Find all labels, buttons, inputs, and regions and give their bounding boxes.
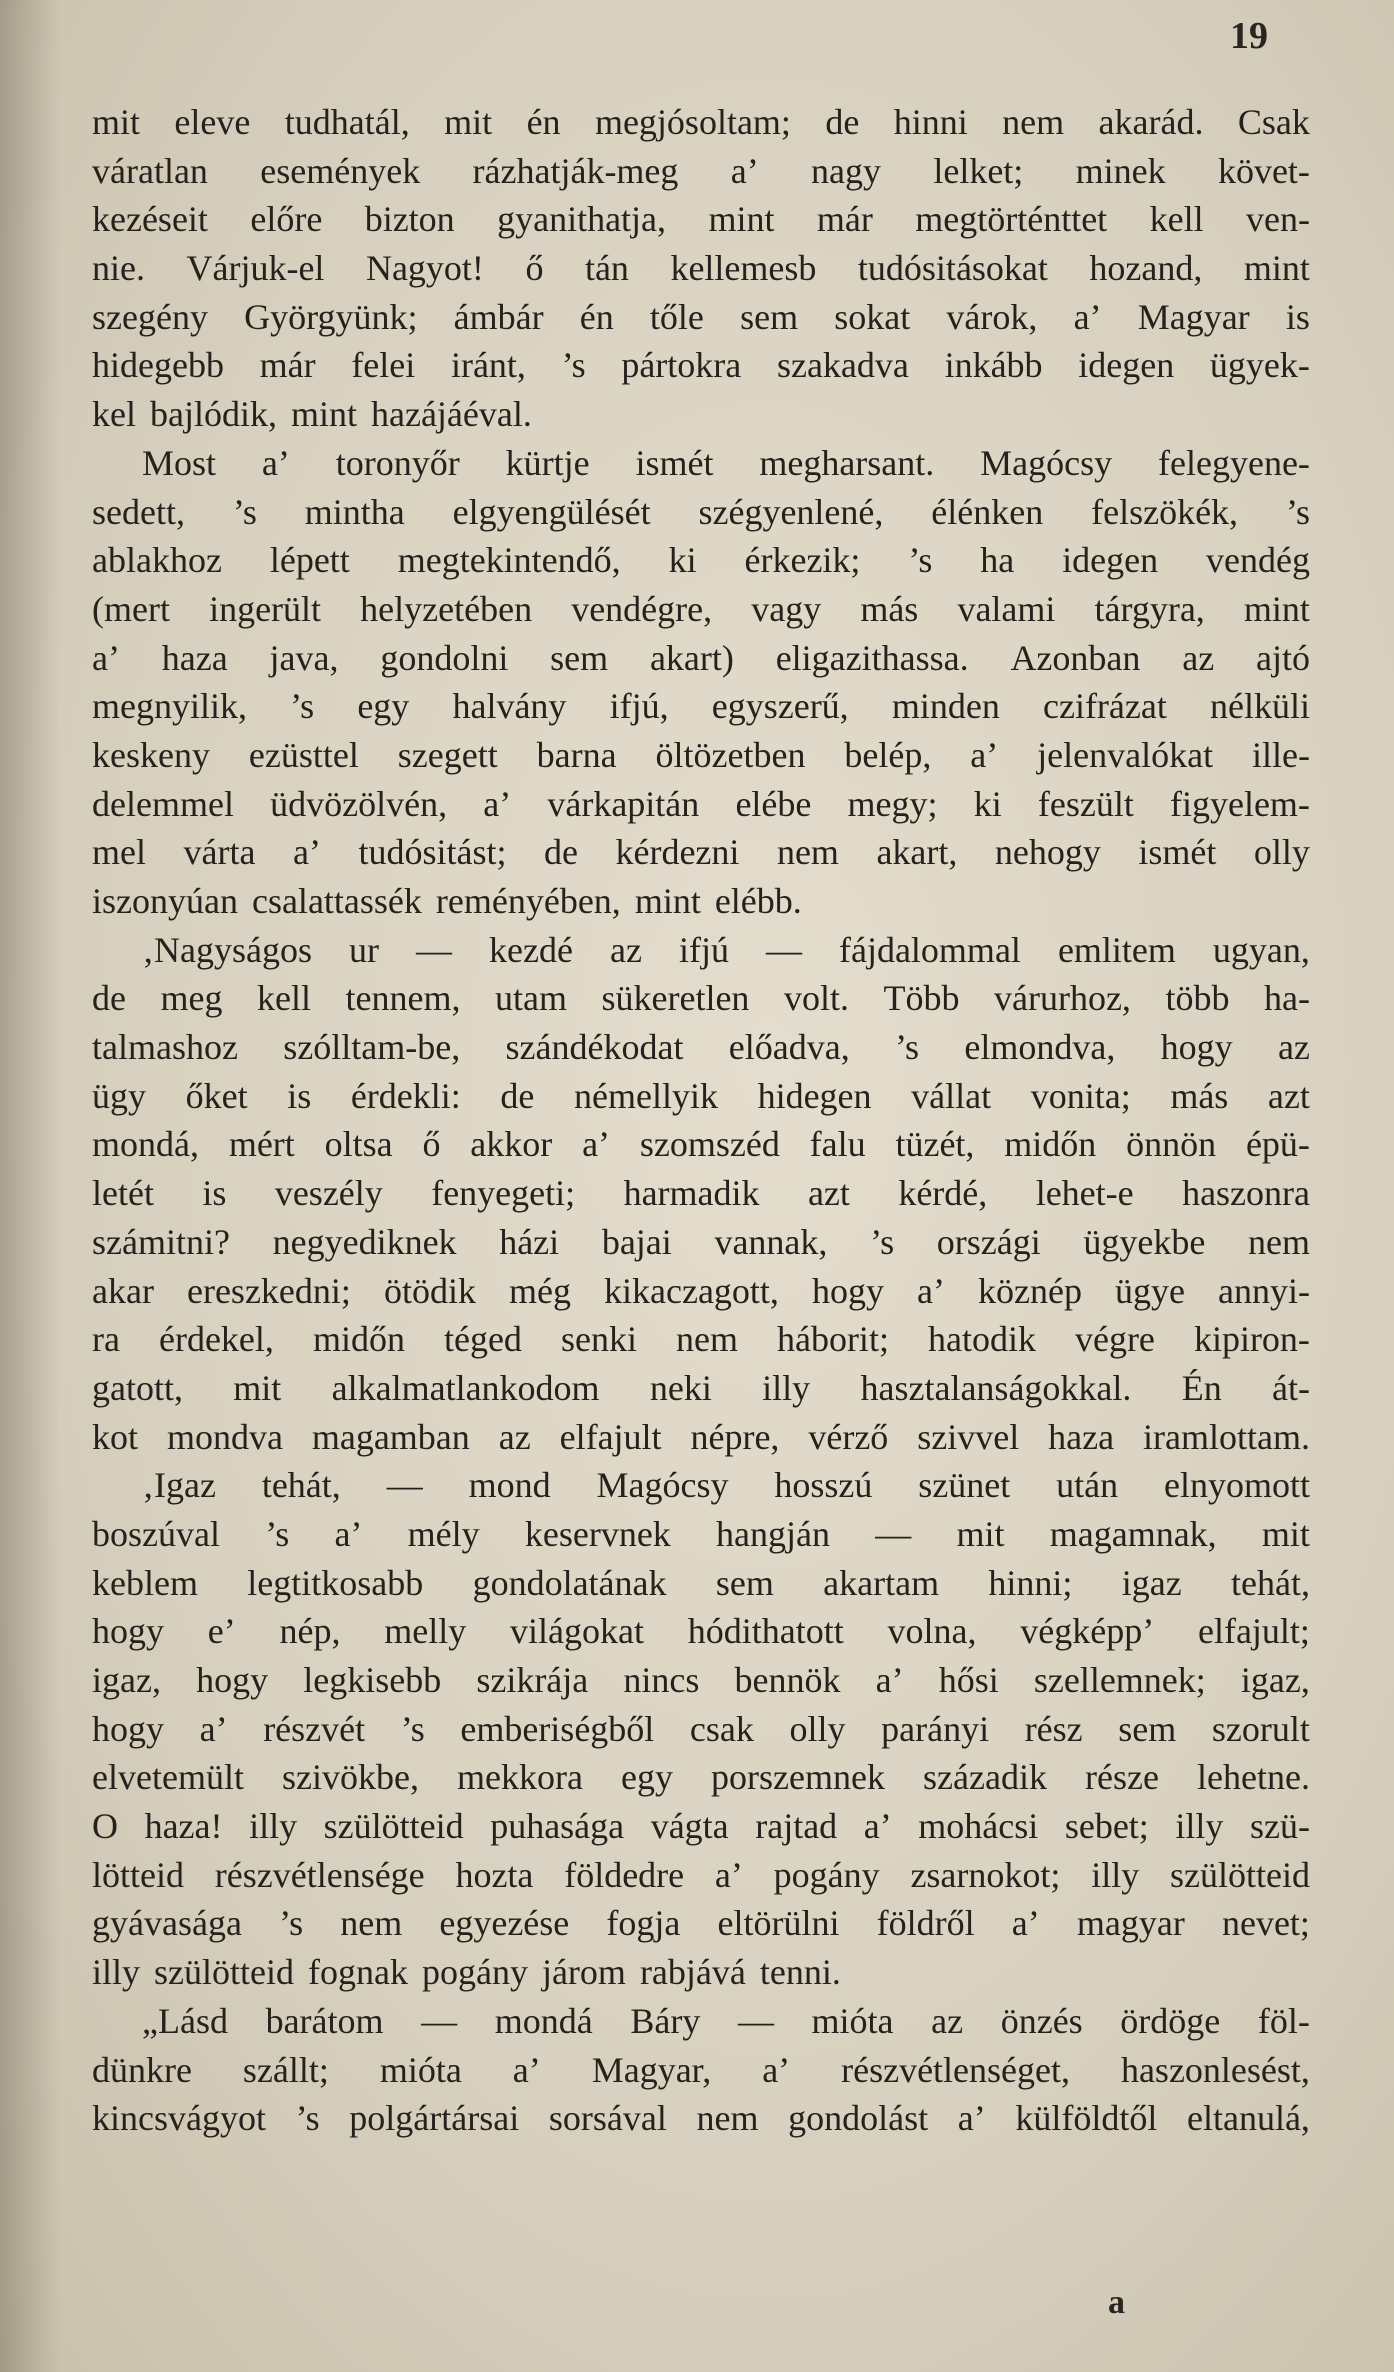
text-line: mondá, mért oltsa ő akkor a’ szomszéd falu tüzét, midőn önnön épü- (92, 1124, 1310, 1165)
text-line: „Lásd barátom — mondá Báry — mióta az önzés ördöge föl- (142, 2000, 1310, 2041)
text-line: akar ereszkedni; ötödik még kikaczagott, hogy a’ köznép ügye annyi- (92, 1270, 1310, 1311)
page-gutter-shadow (0, 0, 60, 2372)
page-number: 19 (1230, 15, 1268, 57)
text-line: iszonyúan csalattassék reményében, mint elébb. (92, 881, 802, 921)
text-line: kel bajlódik, mint hazájáéval. (92, 394, 532, 435)
text-line: illy szülötteid fognak pogány járom rabjává tenni. (92, 1952, 841, 1993)
text-line: keskeny ezüsttel szegett barna öltözetben belép, a’ jelenvalókat ille- (92, 734, 1310, 775)
body-text (92, 98, 1310, 2143)
text-line: (mert ingerült helyzetében vendégre, vagy más valami tárgyra, mint (92, 588, 1310, 629)
text-line: O haza! illy szülötteid puhasága vágta rajtad a’ mohácsi sebet; illy szü- (92, 1806, 1310, 1847)
text-line: megnyilik, ’s egy halvány ifjú, egyszerű, minden czifrázat nélküli (92, 686, 1310, 727)
text-line: gyávasága ’s nem egyezése fogja eltörülni földről a’ magyar nevet; (92, 1903, 1310, 1944)
text-line: de meg kell tennem, utam sükeretlen volt. Több várurhoz, több ha- (92, 978, 1310, 1019)
text-line: kot mondva magamban az elfajult népre, vérző szivvel haza iramlottam. (92, 1416, 1310, 1457)
text-line: számitni? negyediknek házi bajai vannak, ’s országi ügyekbe nem (92, 1221, 1310, 1262)
text-line: keblem legtitkosabb gondolatának sem akartam hinni; igaz tehát, (92, 1562, 1310, 1603)
text-line: Most a’ toronyőr kürtje ismét megharsant. Magócsy felegyene- (142, 442, 1310, 483)
text-line: ‚Igaz tehát, — mond Magócsy hosszú szünet után elnyomott (142, 1465, 1310, 1506)
text-line: hidegebb már felei iránt, ’s pártokra szakadva inkább idegen ügyek- (92, 345, 1310, 386)
text-line: kezéseit előre bizton gyanithatja, mint már megtörténttet kell ven- (92, 199, 1310, 240)
text-line: ügy őket is érdekli: de némellyik hidegen vállat vonita; más azt (92, 1075, 1310, 1116)
text-line: ra érdekel, midőn téged senki nem háborit; hatodik végre kipiron- (92, 1319, 1310, 1360)
text-line: nie. Várjuk-el Nagyot! ő tán kellemesb tudósitásokat hozand, mint (92, 248, 1310, 289)
text-line: váratlan események rázhatják-meg a’ nagy lelket; minek követ- (92, 150, 1310, 191)
text-line: elvetemült szivökbe, mekkora egy porszemnek századik része lehetne. (92, 1757, 1310, 1798)
text-line: lötteid részvétlensége hozta földedre a’ pogány zsarnokot; illy szülötteid (92, 1854, 1310, 1895)
text-line: mel várta a’ tudósitást; de kérdezni nem akart, nehogy ismét olly (92, 832, 1310, 873)
text-line: hogy a’ részvét ’s emberiségből csak olly parányi rész sem szorult (92, 1708, 1310, 1749)
text-line: kincsvágyot ’s polgártársai sorsával nem gondolást a’ külföldtől eltanulá, (92, 2098, 1310, 2139)
text-line: a’ haza java, gondolni sem akart) eligazithassa. Azonban az ajtó (92, 637, 1310, 678)
signature-mark: a (1108, 2284, 1125, 2321)
text-line: igaz, hogy legkisebb szikrája nincs bennök a’ hősi szellemnek; igaz, (92, 1660, 1310, 1700)
text-line: hogy e’ nép, melly világokat hódithatott volna, végképp’ elfajult; (92, 1611, 1310, 1652)
text-line: ablakhoz lépett megtekintendő, ki érkezik; ’s ha idegen vendég (92, 540, 1310, 581)
text-line: sedett, ’s mintha elgyengülését szégyenlené, élénken felszökék, ’s (92, 491, 1310, 532)
text-line: mit eleve tudhatál, mit én megjósoltam; de hinni nem akarád. Csak (92, 102, 1310, 142)
text-line: ‚Nagyságos ur — kezdé az ifjú — fájdalommal emlitem ugyan, (142, 929, 1310, 970)
text-line: delemmel üdvözölvén, a’ várkapitán elébe megy; ki feszült figyelem- (92, 783, 1310, 824)
text-line: boszúval ’s a’ mély keservnek hangján — mit magamnak, mit (92, 1513, 1310, 1554)
text-line: gatott, mit alkalmatlankodom neki illy hasztalanságokkal. Én át- (92, 1367, 1310, 1408)
text-line: dünkre szállt; mióta a’ Magyar, a’ részvétlenséget, haszonlesést, (92, 2049, 1310, 2090)
text-line: letét is veszély fenyegeti; harmadik azt kérdé, lehet-e haszonra (92, 1173, 1310, 1214)
text-line: talmashoz szólltam-be, szándékodat előadva, ’s elmondva, hogy az (92, 1027, 1310, 1068)
text-line: szegény Györgyünk; ámbár én tőle sem sokat várok, a’ Magyar is (92, 296, 1310, 337)
